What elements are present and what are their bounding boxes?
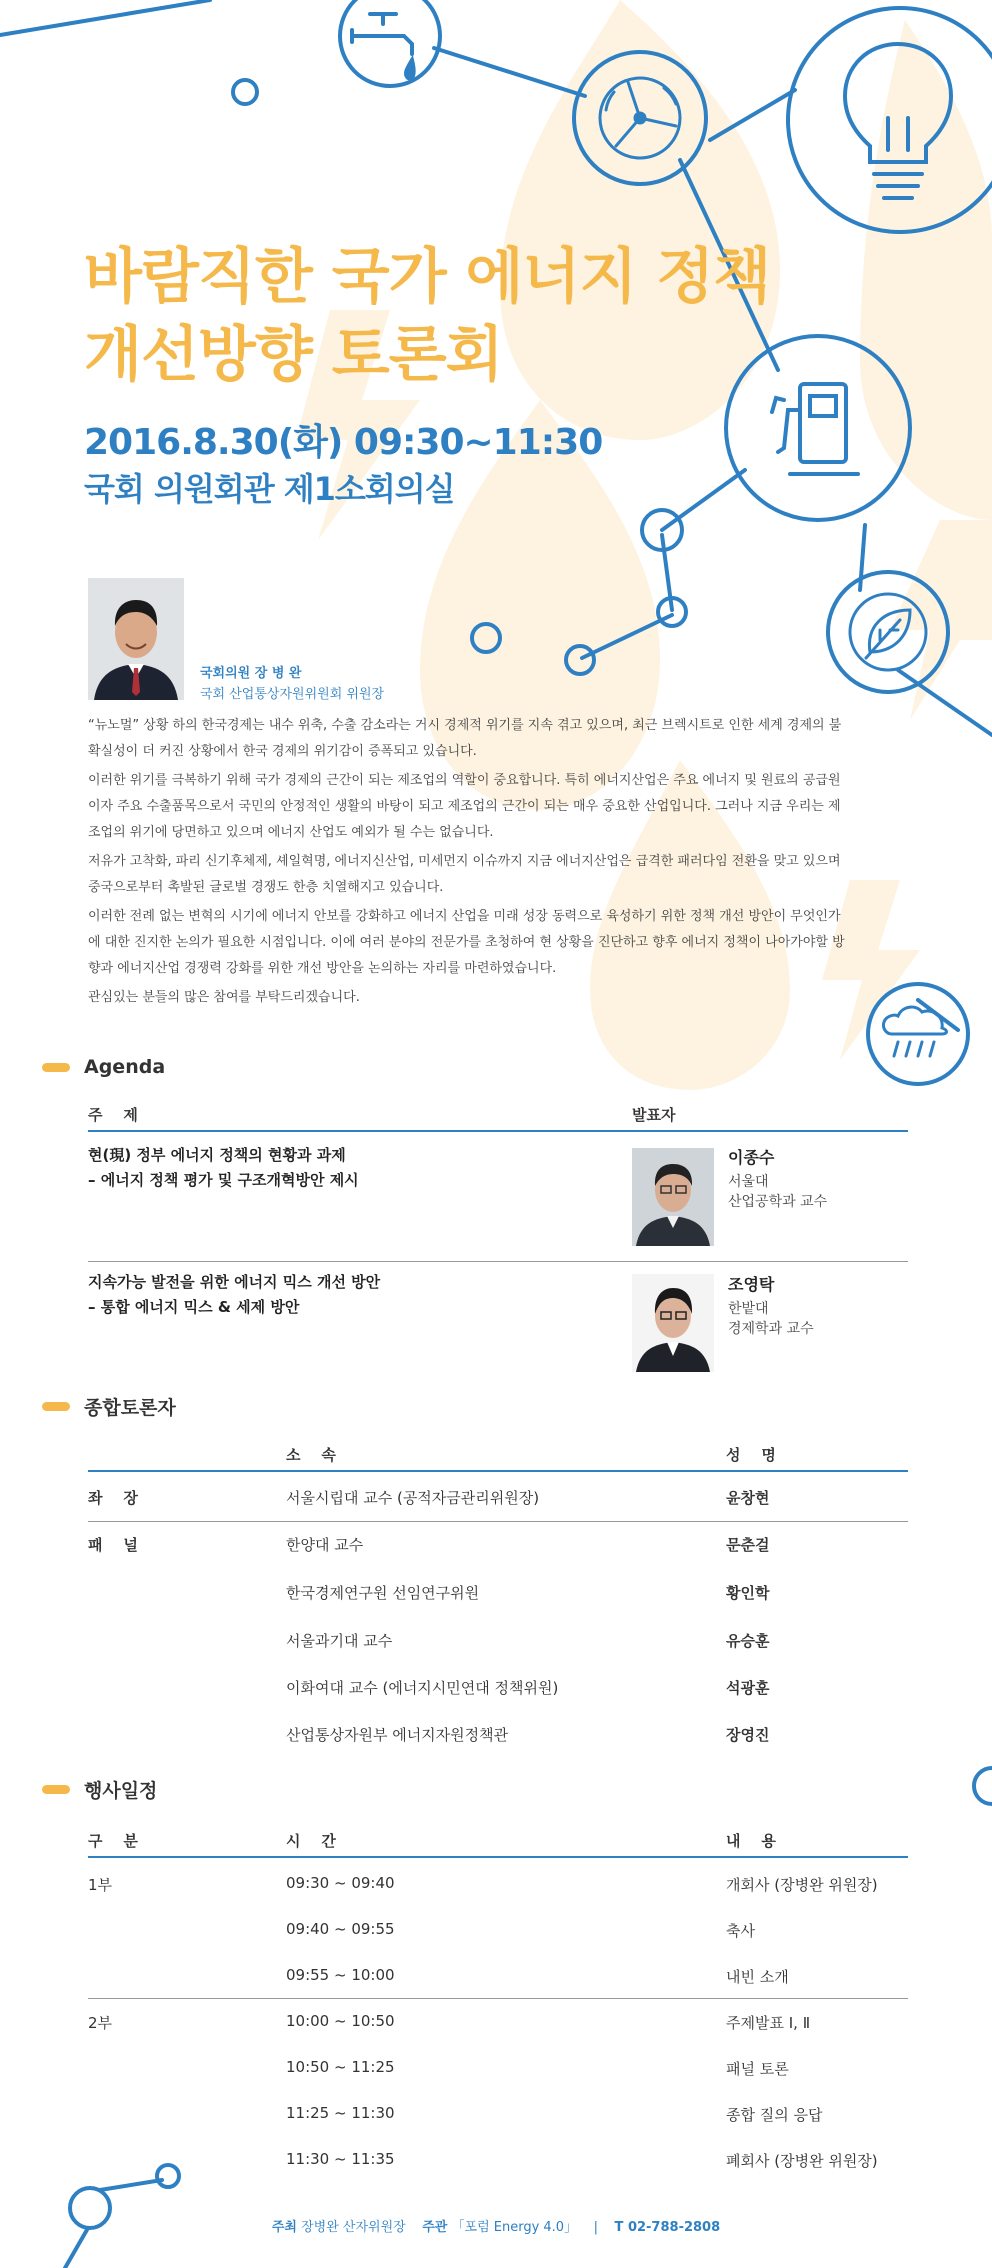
agenda-topic-line: 현(現) 정부 에너지 정책의 현황과 과제 [88, 1146, 346, 1164]
schedule-time: 09:40 ~ 09:55 [286, 1920, 395, 1938]
agenda-topic-line: – 통합 에너지 믹스 & 세제 방안 [88, 1298, 300, 1316]
speaker-affiliation [728, 1299, 814, 1339]
panel-col-name: 성 명 [726, 1446, 776, 1464]
panel-affiliation: 이화여대 교수 (에너지시민연대 정책위원) [286, 1679, 559, 1697]
speaker-affiliation [728, 1172, 827, 1212]
event-date: 2016.8.30(화) 09:30~11:30 [84, 422, 603, 463]
event-title [84, 238, 770, 394]
panel-name: 황인학 [726, 1584, 770, 1602]
agenda-col-topic: 주 제 [88, 1106, 138, 1124]
panel-affiliation: 서울시립대 교수 (공적자금관리위원장) [286, 1489, 540, 1507]
agenda-col-speaker: 발표자 [632, 1106, 676, 1124]
chair-label: 좌 장 [88, 1489, 138, 1507]
panel-heading [42, 1394, 176, 1418]
panel-name: 유승훈 [726, 1632, 770, 1650]
panel-name: 윤창현 [726, 1489, 770, 1507]
speaker-name: 조영탁 [728, 1275, 775, 1294]
schedule-time: 11:30 ~ 11:35 [286, 2150, 395, 2168]
schedule-heading [42, 1777, 157, 1801]
schedule-part: 2부 [88, 2014, 113, 2032]
intro-text [88, 713, 848, 1014]
footer [0, 2216, 992, 2235]
intro-paragraph: “뉴노멀” 상황 하의 한국경제는 내수 위축, 수출 감소라는 거시 경제적 위기를 지속 겪고 있으며, 최근 브렉시트로 인한 세계 경제의 불확실성이 더 커진 상황에서 한국 경제의 위기감이 증폭되고 있습니다. [88, 718, 842, 759]
schedule-heading-label: 행사일정 [84, 1779, 158, 1802]
row-divider [88, 1998, 908, 1999]
intro-paragraph: 이러한 전례 없는 변혁의 시기에 에너지 안보를 강화하고 에너지 산업을 미래 성장 동력으로 육성하기 위한 정책 개선 방안이 무엇인가에 대한 진지한 논의가 필요한 시점입니다. 이에 여러 분야의 전문가를 초청하여 현 상황을 진단하고 향후 에너지 정책이 나아가야할 방향과 에너지산업 경쟁력 강화를 위한 개선 방안을 논의하는 자리를 마련하였습니다. [88, 909, 845, 976]
schedule-col-time: 시 간 [286, 1832, 336, 1850]
schedule-table-header [88, 1826, 908, 1858]
panel-name: 문춘걸 [726, 1536, 770, 1554]
speaker-affiliation-line: 산업공학과 교수 [728, 1194, 828, 1210]
agenda-topic-line: 지속가능 발전을 위한 에너지 믹스 개선 방안 [88, 1273, 381, 1291]
title-line-1: 바람직한 국가 에너지 정책 [84, 242, 771, 312]
panel-table-header [88, 1440, 908, 1472]
schedule-content: 폐회사 (장병완 위원장) [726, 2152, 878, 2170]
section-marker [42, 1402, 70, 1411]
schedule-time: 09:55 ~ 10:00 [286, 1966, 395, 1984]
title-line-2: 개선방향 토론회 [84, 320, 503, 390]
schedule-content: 내빈 소개 [726, 1968, 789, 1986]
agenda-heading [42, 1055, 165, 1079]
intro-paragraph: 저유가 고착화, 파리 신기후체제, 셰일혁명, 에너지신산업, 미세먼지 이슈까지 지금 에너지산업은 급격한 패러다임 전환을 맞고 있으며 중국으로부터 촉발된 글로벌 경쟁도 한층 치열해지고 있습니다. [88, 854, 841, 895]
host-name: 국회의원 장 병 완 [200, 666, 302, 681]
footer-tel: T 02-788-2808 [614, 2220, 721, 2235]
panel-col-affiliation: 소 속 [286, 1446, 336, 1464]
schedule-time: 11:25 ~ 11:30 [286, 2104, 395, 2122]
schedule-content: 주제발표 Ⅰ, Ⅱ [726, 2014, 811, 2032]
speaker-affiliation-line: 경제학과 교수 [728, 1321, 814, 1337]
schedule-content: 축사 [726, 1922, 755, 1940]
agenda-heading-label: Agenda [84, 1056, 166, 1078]
schedule-part: 1부 [88, 1876, 113, 1894]
footer-organizer-label: 주관 [422, 2220, 448, 2235]
panel-heading-label: 종합토론자 [84, 1396, 176, 1419]
schedule-col-content: 내 용 [726, 1832, 776, 1850]
row-divider [88, 1521, 908, 1522]
schedule-time: 10:50 ~ 11:25 [286, 2058, 395, 2076]
schedule-col-part: 구 분 [88, 1832, 138, 1850]
intro-paragraph: 이러한 위기를 극복하기 위해 국가 경제의 근간이 되는 제조업의 역할이 중요합니다. 특히 에너지산업은 주요 에너지 및 원료의 공급원이자 주요 수출품목으로서 국민의 안정적인 생활의 바탕이 되고 제조업의 근간이 되는 매우 중요한 산업입니다. 그러나 지금 우리는 제조업의 위기에 당면하고 있으며 에너지 산업도 예외가 될 수는 없습니다. [88, 773, 841, 840]
event-venue: 국회 의원회관 제1소회의실 [84, 470, 455, 508]
host-title: 국회 산업통상자원위원회 위원장 [200, 687, 385, 702]
intro-paragraph: 관심있는 분들의 많은 참여를 부탁드리겠습니다. [88, 990, 360, 1005]
footer-organizer: 「포럼 Energy 4.0」 [451, 2220, 578, 2235]
speaker-photo [632, 1148, 714, 1246]
agenda-topic-line: – 에너지 정책 평가 및 구조개혁방안 제시 [88, 1171, 359, 1189]
speaker-name: 이종수 [728, 1148, 775, 1167]
panel-affiliation: 서울과기대 교수 [286, 1632, 393, 1650]
speaker-affiliation-line: 서울대 [728, 1174, 769, 1190]
panel-affiliation: 한국경제연구원 선임연구위원 [286, 1584, 480, 1602]
host-photo [88, 578, 184, 700]
panel-name: 석광훈 [726, 1679, 770, 1697]
agenda-table-header [88, 1100, 908, 1132]
panel-affiliation: 한양대 교수 [286, 1536, 364, 1554]
footer-host-label: 주최 [271, 2220, 297, 2235]
schedule-content: 종합 질의 응답 [726, 2106, 823, 2124]
panel-affiliation: 산업통상자원부 에너지자원정책관 [286, 1726, 509, 1744]
speaker-photo [632, 1274, 714, 1372]
schedule-time: 10:00 ~ 10:50 [286, 2012, 395, 2030]
section-marker [42, 1063, 70, 1072]
schedule-time: 09:30 ~ 09:40 [286, 1874, 395, 1892]
speaker-affiliation-line: 한밭대 [728, 1301, 769, 1317]
footer-separator: | [593, 2220, 599, 2235]
agenda-topic [88, 1270, 380, 1320]
panel-name: 장영진 [726, 1726, 770, 1744]
row-divider [88, 1261, 908, 1262]
schedule-content: 개회사 (장병완 위원장) [726, 1876, 878, 1894]
panel-label: 패 널 [88, 1536, 138, 1554]
footer-host: 장병완 산자위원장 [301, 2220, 406, 2235]
section-marker [42, 1785, 70, 1794]
agenda-topic [88, 1143, 359, 1193]
schedule-content: 패널 토론 [726, 2060, 789, 2078]
